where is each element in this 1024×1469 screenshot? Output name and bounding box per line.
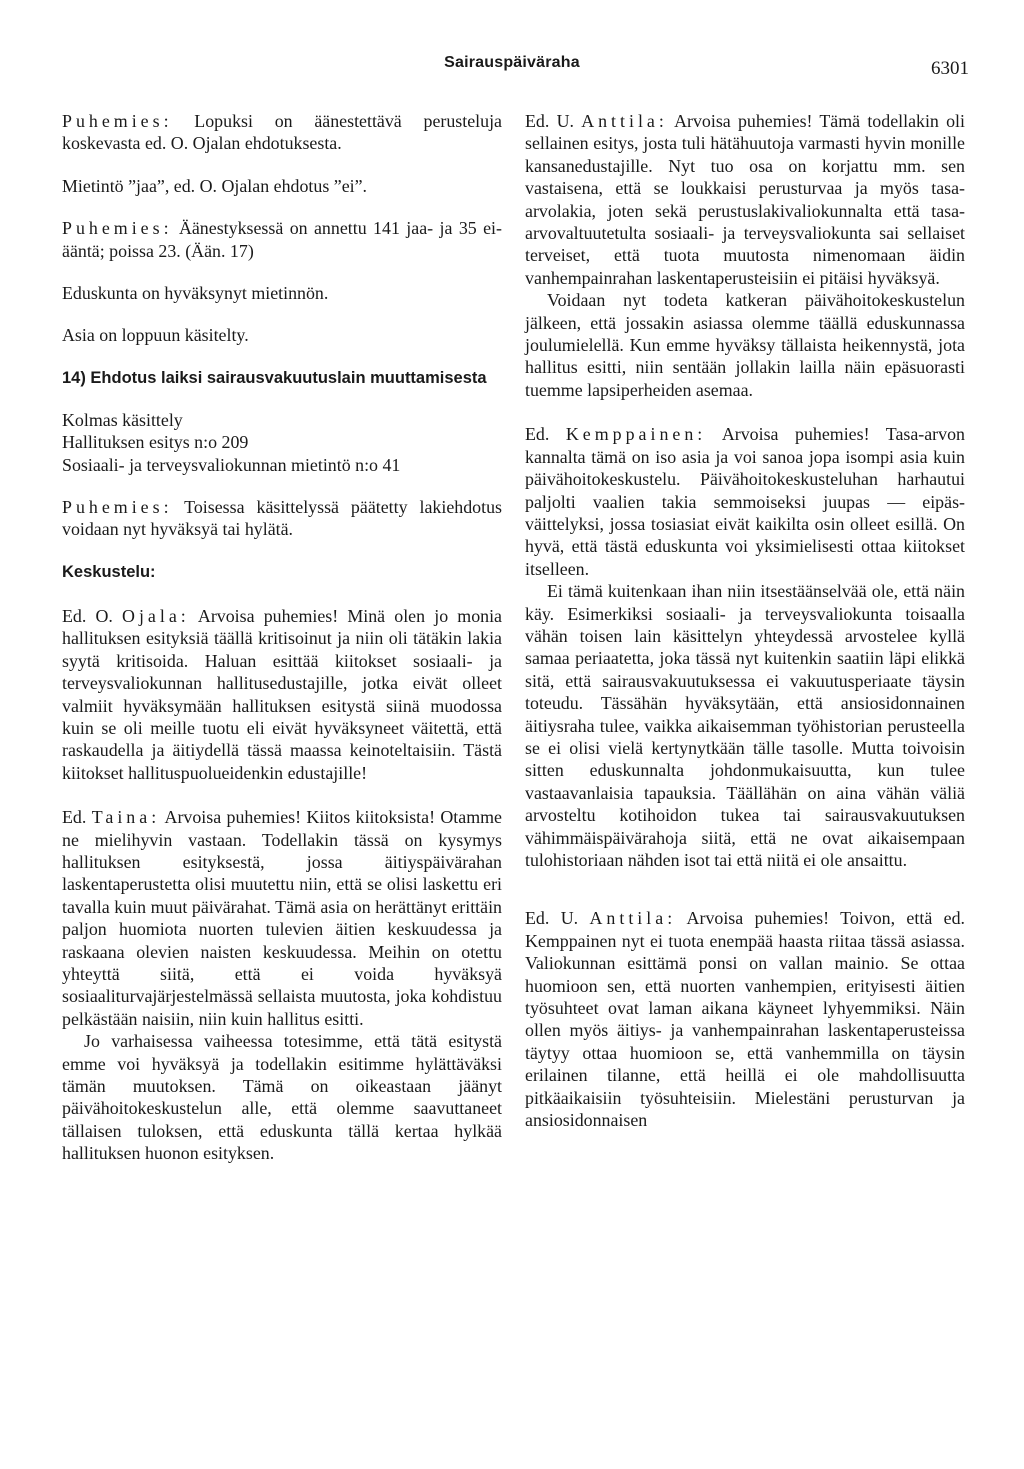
paragraph: Jo varhaisessa vaiheessa totesimme, että tätä esitystä emme voi hyväksyä ja todellakin esitimme hylättäväksi tämän muutoksen. Tämä on oikeastaan jäänyt päivähoitokeskustelun alle, että olemme saavuttaneet tällaisen tuloksen, että eduskunta tällä kertaa hylkää hallituksen huonon esityksen. <box>62 1031 502 1164</box>
speaker-prefix: Ed. O. <box>62 605 123 626</box>
speaker-name: Puhemies: <box>62 497 173 518</box>
speaker-prefix: Ed. <box>525 424 566 445</box>
paragraph <box>62 110 502 155</box>
speaker-name: Kemppainen: <box>565 424 707 445</box>
speaker-name: Puhemies: <box>62 111 173 131</box>
info-line: Sosiaali- ja terveysvaliokunnan mietintö n:o 41 <box>62 454 401 475</box>
paragraph-text: Lopuksi on äänestettävä perusteluja koskevasta ed. O. Ojalan ehdotuksesta. <box>62 111 502 154</box>
paragraph <box>62 217 502 262</box>
paragraph: Voidaan nyt todeta katkeran päivähoitokeskustelun jälkeen, että jossakin asiassa olemme täällä eduskunnassa joulumielellä. Kun emme hyväksy tällaista heikennystä, jota hallitus esitti, niin sentään jollakin lailla näin epäsuorasti tuemme lapsiperheiden asemaa. <box>525 290 965 400</box>
info-line: Hallituksen esitys n:o 209 <box>62 432 249 453</box>
speaker-name: Ojala: <box>122 605 190 626</box>
section-heading: 14) Ehdotus laiksi sairausvakuutuslain muuttamisesta <box>62 368 487 387</box>
discussion-heading: Keskustelu: <box>62 562 156 581</box>
speaker-name: Puhemies: <box>62 218 173 239</box>
paragraph-text: Arvoisa puhemies! Kiitos kiitoksista! Otamme ne mielihyvin vastaan. Todellakin tässä on kysymys hallituksen esityksestä, jossa äitiyspäivärahan laskentaperustetta olisi muutettu niin, että se olisi laskettu eri tavalla kuin muut päivärahat. Tämä asia on herättänyt erittäin paljon huomiota nuorten tulevien äitien keskuudessa ja raskaana olevien naisten keskuudessa. Meihin on otettu yhteyttä siitä, että ei voida hyväksyä sosiaaliturvajärjestelmässä sellaista muutosta, joka kohdistuu pelkästään naisiin, niin kuin hallitus esitti. <box>62 807 502 1029</box>
paragraph: Ei tämä kuitenkaan ihan niin itsestäänselvää ole, että näin käy. Esimerkiksi sosiaali- ja terveysvaliokunta toisaalla vähän toisen lain käsittelyn yhteydessä arvostelee kyllä samaa periaatetta, joka tässä nyt kuitenkin saatiin läpi elikkä sitä, että sairausvakuutuksessa ei vakuutusperiaate täysin toteudu. Tässähän hyväksytään, että ansiosidonnainen äitiysraha tulee, vaikka aikaisemman työhistorian perusteella se ei olisi vielä kertynytkään tälle tasolle. Mutta toivoisin sitten eduskunnalta johdonmukaisuutta, kun tulee vastaavanlaisia tapauksia. Täällähän on aina vähän väliä arvosteltu kotihoidon tukea tai sairausvakuutuksen vähimmäispäivärahoja siitä, että ne ovat aikaisempaan tulohistoriaan nähden isot tai että niitä ei ole ansaittu. <box>525 581 965 870</box>
speaker-prefix: Ed. <box>62 807 92 828</box>
left-column <box>62 110 502 1178</box>
paragraph-text: Toisessa käsittelyssä päätetty lakiehdotus voidaan nyt hyväksyä tai hylätä. <box>62 497 502 540</box>
paragraph <box>62 605 502 784</box>
speaker-prefix: Ed. U. <box>525 908 590 929</box>
document-info <box>62 409 502 476</box>
paragraph: Asia on loppuun käsitelty. <box>62 325 249 346</box>
right-column <box>525 110 965 1144</box>
paragraph <box>525 423 965 580</box>
paragraph <box>525 907 965 1131</box>
info-line: Kolmas käsittely <box>62 409 183 430</box>
paragraph <box>62 806 502 1030</box>
page-number: 6301 <box>931 58 969 79</box>
paragraph-text: Äänestyksessä on annettu 141 jaa- ja 35 ei-ääntä; poissa 23. (Ään. 17) <box>62 218 502 261</box>
speaker-name: Taina: <box>91 807 161 828</box>
paragraph-text: Arvoisa puhemies! Tasa-arvon kannalta tämä on iso asia ja voi sanoa jopa isompi asia kuin päivähoitokeskustelu. Päivähoitokeskusteluhan harhautui paljolti vaalien takia semmoiseksi juupas — eipäs-väittelyksi, jossa tosiasiat eivät kaikilta osin olleet esillä. On hyvä, että tästä eduskunta voi yksimielisesti ottaa kiitokset itselleen. <box>525 424 965 579</box>
speaker-name: Anttila: <box>581 111 668 131</box>
paragraph: Mietintö ”jaa”, ed. O. Ojalan ehdotus ”ei”. <box>62 175 368 196</box>
speaker-prefix: Ed. U. <box>525 111 582 131</box>
paragraph <box>525 110 965 289</box>
running-title: Sairauspäiväraha <box>444 54 580 71</box>
paragraph <box>62 496 502 541</box>
paragraph-text: Arvoisa puhemies! Tämä todellakin oli sellainen esitys, josta tuli hätähuutoja varmasti hyvin monille kansanedustajille. Nyt tuo osa on korjattu mm. sen vastaisena, että se loukkaisi perusturvaa ja myös tasa-arvolakia, joten sekä perustuslakivaliokunnalta että tasa-arvovaltuutetulta sosiaali- ja terveysvaliokunta sai sellaiset terveiset, että tuota muutosta nimenomaan äidin vanhempainrahan laskentaperusteisiin ei pitäisi hyväksyä. <box>525 111 965 288</box>
paragraph-text: Arvoisa puhemies! Toivon, että ed. Kemppainen nyt ei tuota enempää haasta riitaa tässä asiassa. Valiokunnan esittämä ponsi on vallan mainio. Se ottaa huomioon sen, että nuorten vanhempien, erityisesti äitien työsuhteet ovat laman aikana käyneet lyhyemmiksi. Näin ollen myös äitiys- ja vanhempainrahan laskentaperusteissa täytyy ottaa huomioon se, että vanhemmilla on täysin erilainen tilanne, että heillä ei ole mahdollisuutta pitkäaikaisiin työsuhteisiin. Mielestäni perusturvan ja ansiosidonnaisen <box>525 908 965 1131</box>
paragraph-text: Arvoisa puhemies! Minä olen jo monia hallituksen esityksiä täällä kritisoinut ja niin oli tätäkin lakia syytä kritisoida. Haluan esittää kiitokset sosiaali- ja terveysvaliokunnan hallitusedustajille, jotka eivät olleet valmiit hyväksymään hallituksen esitystä siinä muodossa kuin se oli meille tuotu eli eivät hyväksyneet väitettä, että raskaudella ja äitiydellä tässä maassa keinoteltaisiin. Tästä kiitokset hallituspuolueidenkin edustajille! <box>62 605 502 783</box>
paragraph: Eduskunta on hyväksynyt mietinnön. <box>62 283 329 304</box>
speaker-name: Anttila: <box>589 908 677 929</box>
